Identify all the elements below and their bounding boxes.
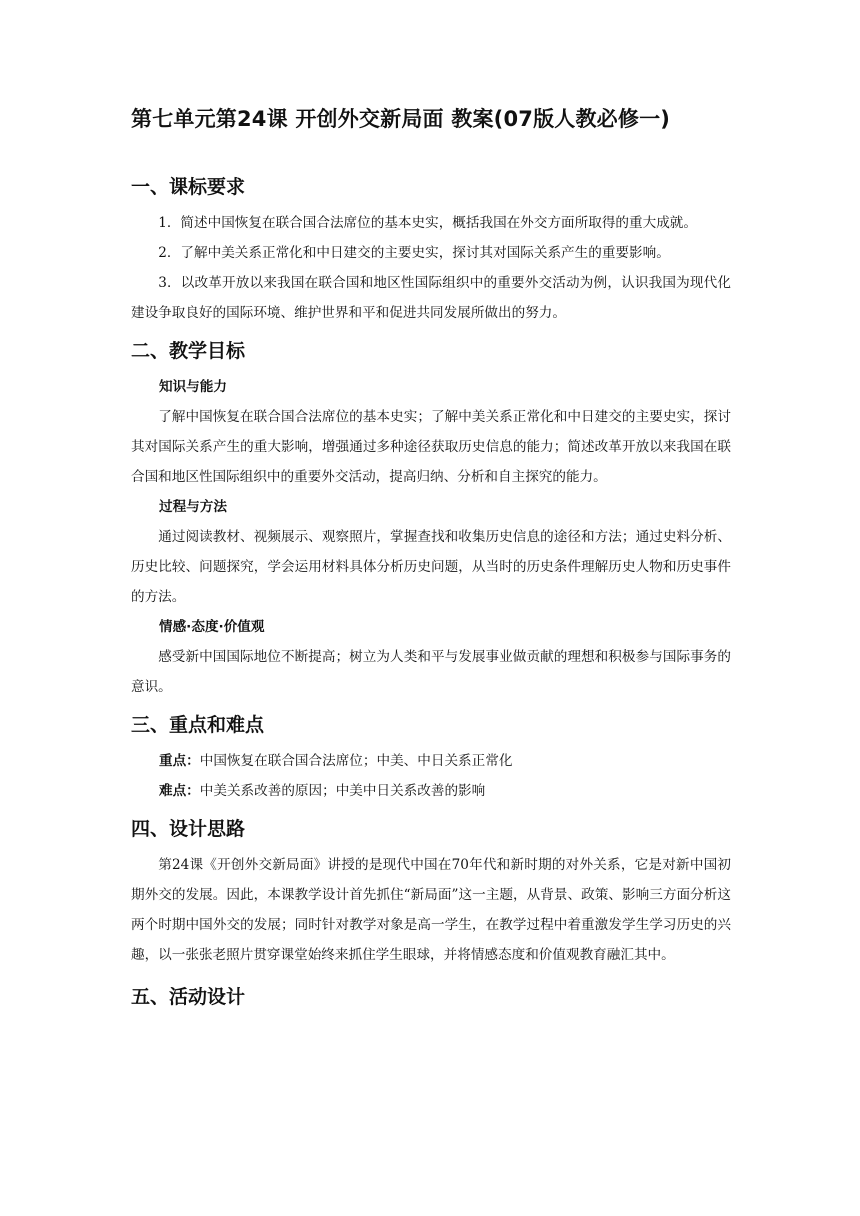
design-idea-text: 第24课《开创外交新局面》讲授的是现代中国在70年代和新时期的对外关系，它是对新中国初期外交的发展。因此，本课教学设计首先抓住“新局面”这一主题，从背景、政策、影响三方面分析这两个时期中国外交的发展；同时针对教学对象是高一学生，在教学过程中着重激发学生学习历史的兴趣，以一张张老照片贯穿课堂始终来抓住学生眼球，并将情感态度和价值观教育融汇其中。	[131, 857, 731, 963]
curriculum-item-1: 1．简述中国恢复在联合国合法席位的基本史实，概括我国在外交方面所取得的重大成就。	[158, 215, 697, 231]
section-heading-key-points: 三、重点和难点	[131, 714, 265, 736]
difficult-point-label: 难点：	[159, 783, 200, 799]
key-point-line	[131, 746, 731, 776]
subheading-knowledge: 知识与能力	[159, 379, 227, 395]
section-heading-curriculum: 一、课标要求	[131, 176, 246, 198]
subheading-process: 过程与方法	[159, 499, 227, 515]
knowledge-text: 了解中国恢复在联合国合法席位的基本史实；了解中美关系正常化和中日建交的主要史实，探讨其对国际关系产生的重大影响，增强通过多种途径获取历史信息的能力；简述改革开放以来我国在联合国和地区性国际组织中的重要外交活动，提高归纳、分析和自主探究的能力。	[131, 409, 731, 485]
section-heading-design-idea: 四、设计思路	[131, 818, 246, 840]
curriculum-item-3: 3．以改革开放以来我国在联合国和地区性国际组织中的重要外交活动为例，认识我国为现代化建设争取良好的国际环境、维护世界和平和促进共同发展所做出的努力。	[131, 275, 731, 321]
values-text: 感受新中国国际地位不断提高；树立为人类和平与发展事业做贡献的理想和积极参与国际事务的意识。	[131, 649, 731, 695]
key-point-label: 重点：	[159, 753, 200, 769]
document-page	[131, 100, 731, 1018]
section-heading-teaching-goals: 二、教学目标	[131, 340, 246, 362]
difficult-point-line	[131, 776, 731, 806]
document-title: 第七单元第24课 开创外交新局面 教案(07版人教必修一)	[131, 107, 671, 131]
process-text: 通过阅读教材、视频展示、观察照片，掌握查找和收集历史信息的途径和方法；通过史料分析、历史比较、问题探究，学会运用材料具体分析历史问题，从当时的历史条件理解历史人物和历史事件的方法。	[131, 529, 731, 605]
curriculum-item-2: 2．了解中美关系正常化和中日建交的主要史实，探讨其对国际关系产生的重要影响。	[158, 245, 670, 261]
section-heading-activity-design: 五、活动设计	[131, 986, 246, 1008]
subheading-values: 情感·态度·价值观	[159, 619, 265, 635]
difficult-point-value: 中美关系改善的原因；中美中日关系改善的影响	[199, 783, 486, 799]
key-point-value: 中国恢复在联合国合法席位；中美、中日关系正常化	[199, 753, 513, 769]
